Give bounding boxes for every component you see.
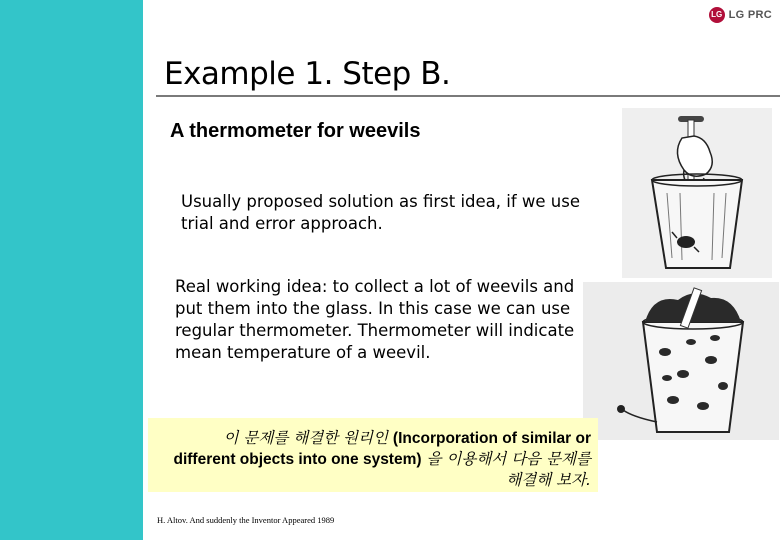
principle-english-phrase: (Incorporation of similar or different objects into one system) — [173, 430, 591, 468]
slide-subtitle: A thermometer for weevils — [170, 120, 421, 142]
title-divider — [156, 95, 780, 97]
principle-text — [163, 428, 591, 491]
source-citation: H. Altov. And suddenly the Inventor Appeared 1989 — [157, 515, 335, 525]
brand-name: LG PRC — [728, 9, 772, 21]
glass-single-weevil-illustration — [622, 108, 772, 278]
lg-logo-icon: LG — [709, 7, 725, 23]
paragraph-working-idea: Real working idea: to collect a lot of weevils and put them into the glass. In this case we can use regular thermometer. Thermometer will indicate mean temperature of a weevil. — [175, 277, 575, 362]
brand-logo — [709, 6, 772, 24]
glass-many-weevils-illustration — [583, 282, 779, 440]
principle-korean-suffix: 을 이용해서 다음 문제를 해결해 보자. — [421, 450, 591, 489]
principle-korean-prefix: 이 문제를 해결한 원리인 — [223, 429, 393, 447]
paragraph-first-idea: Usually proposed solution as first idea, if we use trial and error approach. — [181, 192, 581, 233]
left-color-band — [0, 0, 143, 540]
slide-title: Example 1. Step B. — [164, 56, 451, 92]
